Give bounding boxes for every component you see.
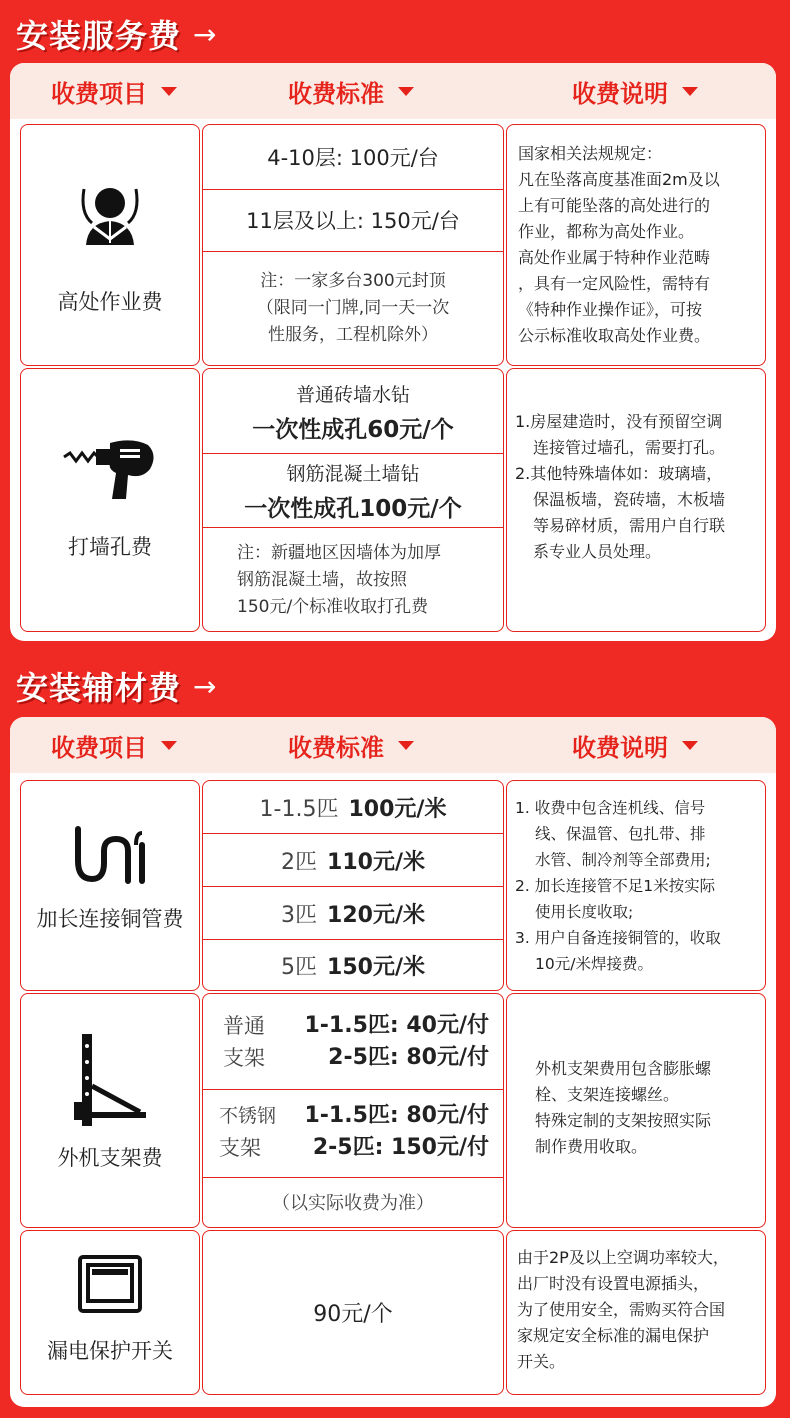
- triangle-down-icon: [682, 741, 698, 750]
- item-cell-wall-drill: [20, 368, 200, 632]
- bracket-icon: [21, 1032, 199, 1128]
- divider: [203, 189, 503, 190]
- breaker-switch-icon: [21, 1255, 199, 1313]
- description-text: 由于2P及以上空调功率较大， 出厂时没有设置电源插头， 为了使用安全，需购买符合国 家规定安全标准的漏电保护 开关。: [517, 1248, 729, 1371]
- price-row: 3匹 120元/米: [281, 903, 425, 928]
- standard-cell-bracket: [202, 993, 504, 1228]
- drill-icon: [21, 439, 199, 503]
- item-name: 高处作业费: [57, 290, 163, 314]
- divider: [203, 939, 503, 940]
- triangle-down-icon: [398, 741, 414, 750]
- footnote: （以实际收费为准）: [272, 1193, 434, 1214]
- desc-cell-bracket: [506, 993, 766, 1228]
- price-row: 5匹 150元/米: [281, 954, 425, 980]
- header-standard[interactable]: 收费标准: [200, 717, 502, 773]
- item-name: 打墙孔费: [68, 535, 152, 559]
- desc-cell-wall-drill: [506, 368, 766, 632]
- triangle-down-icon: [161, 87, 177, 96]
- header-description[interactable]: 收费说明: [504, 717, 766, 773]
- item-cell-breaker: [20, 1230, 200, 1395]
- price-row: 1-1.5匹 100元/米: [259, 796, 447, 822]
- note: 注：一家多台300元封顶 （限同一门牌,同一天一次 性服务，工程机除外）: [256, 270, 450, 345]
- price-row: 钢筋混凝土墙钻 一次性成孔100元/个: [244, 463, 462, 522]
- description-text: 国家相关法规规定： 凡在坠落高度基准面2m及以 上有可能坠落的高处进行的 作业，都称为高处作业。 高处作业属于特种作业范畴 ，具有一定风险性，需特有 《特种作业操作证》，可按 公示标准收取高处作业费。: [518, 144, 720, 345]
- standard-cell-copper-pipe: [202, 780, 504, 991]
- price-row: 90元/个: [313, 1302, 393, 1327]
- item-name: 加长连接铜管费: [36, 907, 184, 931]
- item-cell-height-work: [20, 124, 200, 366]
- copper-pipe-icon: [21, 825, 199, 885]
- divider: [203, 833, 503, 834]
- description-text: 1.房屋建造时，没有预留空调 连接管过墙孔，需要打孔。 2.其他特殊墙体如：玻璃墙， 保温板墙，瓷砖墙，木板墙 等易碎材质，需用户自行联 系专业人员处理。: [515, 412, 726, 561]
- price-row: 4-10层: 100元/台: [267, 146, 439, 170]
- item-cell-copper-pipe: [20, 780, 200, 991]
- divider: [203, 886, 503, 887]
- worker-harness-icon: [21, 183, 199, 249]
- divider: [203, 1089, 503, 1090]
- header-item[interactable]: 收费项目: [20, 717, 208, 773]
- table-header: [10, 63, 776, 119]
- header-description[interactable]: 收费说明: [504, 63, 766, 119]
- standard-cell-height-work: [202, 124, 504, 366]
- item-cell-bracket: [20, 993, 200, 1228]
- standard-cell-wall-drill: [202, 368, 504, 632]
- install-service-table: [10, 63, 776, 641]
- standard-cell-breaker: [202, 1230, 504, 1395]
- header-item[interactable]: 收费项目: [20, 63, 208, 119]
- section-title-install-materials: 安装辅材费 →: [16, 669, 218, 707]
- install-materials-table: [10, 717, 776, 1407]
- table-header: [10, 717, 776, 773]
- desc-cell-breaker: [506, 1230, 766, 1395]
- arrow-right-icon: →: [193, 669, 218, 703]
- divider: [203, 453, 503, 454]
- divider: [203, 1177, 503, 1178]
- section-title-install-service: 安装服务费 →: [16, 17, 218, 55]
- price-row: 普通砖墙水钻 一次性成孔60元/个: [252, 384, 454, 443]
- triangle-down-icon: [398, 87, 414, 96]
- note: 注：新疆地区因墙体为加厚 钢筋混凝土墙，故按照 150元/个标准收取打孔费: [237, 542, 441, 617]
- item-name: 外机支架费: [57, 1146, 163, 1170]
- desc-cell-copper-pipe: [506, 780, 766, 991]
- normal-bracket-price: 普通 支架 1-1.5匹: 40元/付 2-5匹: 80元/付: [223, 1013, 489, 1070]
- price-row: 2匹 110元/米: [281, 850, 425, 875]
- divider: [203, 251, 503, 252]
- triangle-down-icon: [682, 87, 698, 96]
- steel-bracket-price: 不锈钢 支架 1-1.5匹: 80元/付 2-5匹: 150元/付: [219, 1103, 489, 1160]
- description-text: 1. 收费中包含连机线、信号 线、保温管、包扎带、排 水管、制冷剂等全部费用; 2. 加长连接管不足1米按实际 使用长度收取; 3. 用户自备连接铜管的，收取 10元/米焊接费。: [515, 799, 721, 973]
- header-standard[interactable]: 收费标准: [200, 63, 502, 119]
- description-text: 外机支架费用包含膨胀螺 栓、支架连接螺丝。 特殊定制的支架按照实际 制作费用收取。: [535, 1059, 712, 1156]
- desc-cell-height-work: [506, 124, 766, 366]
- arrow-right-icon: →: [193, 17, 218, 51]
- price-row: 11层及以上: 150元/台: [246, 209, 460, 233]
- triangle-down-icon: [161, 741, 177, 750]
- item-name: 漏电保护开关: [47, 1339, 173, 1363]
- divider: [203, 527, 503, 528]
